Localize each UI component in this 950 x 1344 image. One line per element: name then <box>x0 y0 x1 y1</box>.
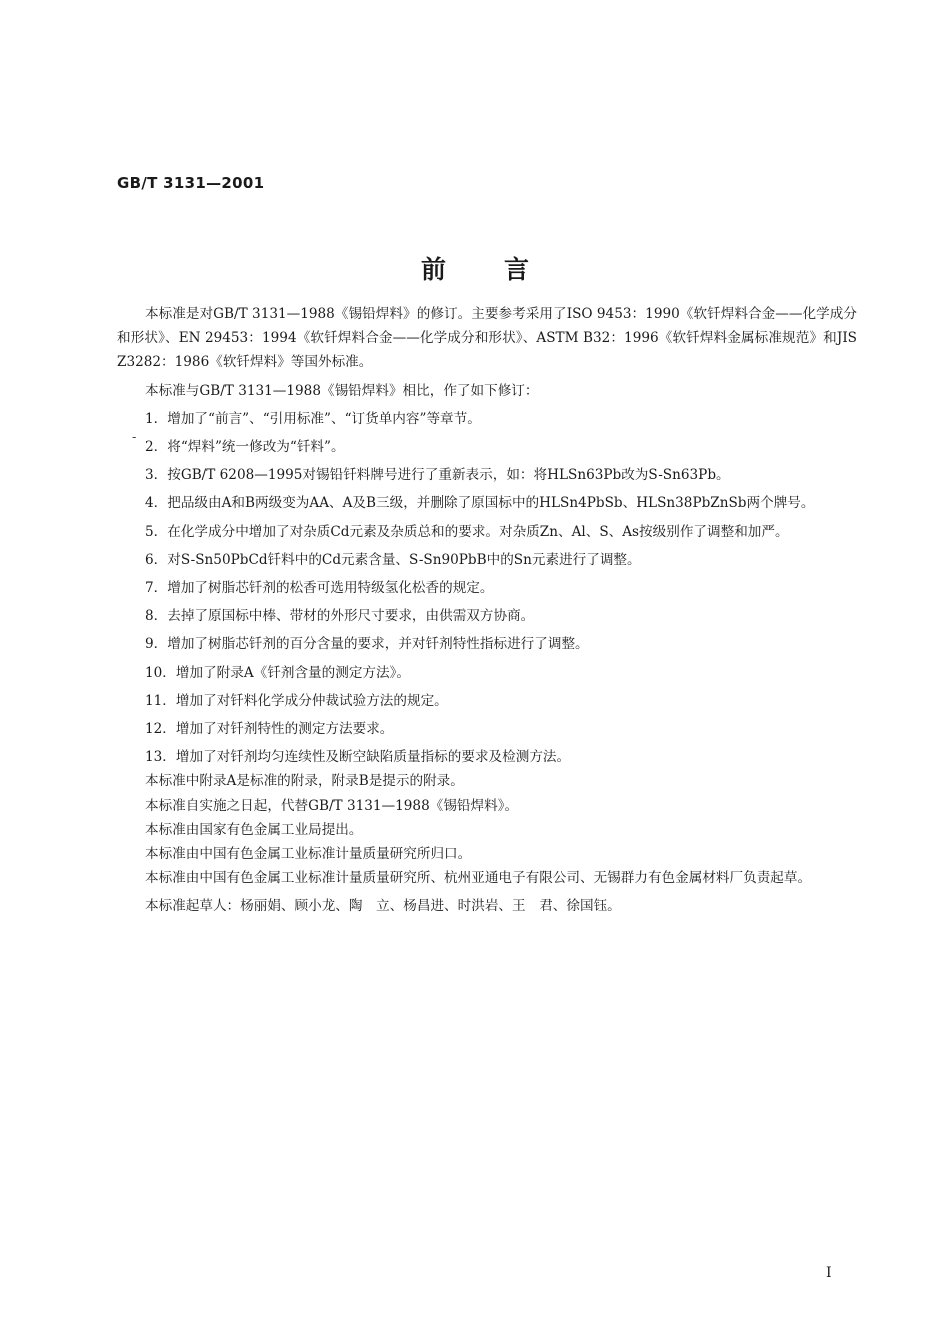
page-title: 前言 <box>420 255 587 284</box>
list-item: 7．增加了树脂芯钎剂的松香可选用特级氢化松香的规定。 <box>145 580 494 597</box>
list-item: 8．去掉了原国标中棒、带材的外形尺寸要求，由供需双方协商。 <box>145 608 535 625</box>
paragraph-replaces: 本标准自实施之日起，代替GB/T 3131—1988《锡铅焊料》。 <box>145 797 519 814</box>
standard-code: GB/T 3131—2001 <box>117 174 265 192</box>
paragraph-appendix: 本标准中附录A是标准的附录，附录B是提示的附录。 <box>145 773 464 790</box>
paragraph-proposed-by: 本标准由国家有色金属工业局提出。 <box>145 821 363 838</box>
foreword-body <box>117 302 857 919</box>
paragraph-drafters: 本标准起草人：杨丽娟、顾小龙、陶 立、杨昌进、时洪岩、王 君、徐国钰。 <box>145 898 621 915</box>
paragraph-intro: 本标准是对GB/T 3131—1988《锡铅焊料》的修订。主要参考采用了ISO 9453：1990《软钎焊料合金——化学成分和形状》、EN 29453：1994《软钎焊料合金——化学成分和形状》、ASTM B32：1996《软钎焊料金属标准规范》和JIS Z3282：1986《软钎焊料》等国外标准。 <box>117 306 857 371</box>
list-item: 6．对S-Sn50PbCd钎料中的Cd元素含量、S-Sn90PbB中的Sn元素进行了调整。 <box>145 551 641 568</box>
margin-mark: - <box>132 430 137 445</box>
paragraph-centralized-by: 本标准由中国有色金属工业标准计量质量研究所归口。 <box>145 846 472 863</box>
list-item: 3．按GB/T 6208—1995对锡铅钎料牌号进行了重新表示，如：将HLSn63Pb改为S-Sn63Pb。 <box>145 467 730 484</box>
list-item: 12．增加了对钎剂特性的测定方法要求。 <box>145 721 394 738</box>
paragraph-drafted-by: 本标准由中国有色金属工业标准计量质量研究所、杭州亚通电子有限公司、无锡群力有色金属材料厂负责起草。 <box>145 870 812 887</box>
paragraph-comparison: 本标准与GB/T 3131—1988《锡铅焊料》相比，作了如下修订： <box>145 382 539 399</box>
list-item: 4．把品级由A和B两级变为AA、A及B三级，并删除了原国标中的HLSn4PbSb、HLSn38PbZnSb两个牌号。 <box>145 495 815 512</box>
page-number: I <box>826 1265 832 1281</box>
list-item: 13．增加了对钎剂均匀连续性及断空缺陷质量指标的要求及检测方法。 <box>145 749 571 766</box>
list-item: 1．增加了“前言”、“引用标准”、“订货单内容”等章节。 <box>145 410 481 427</box>
list-item: 10．增加了附录A《钎剂含量的测定方法》。 <box>145 664 411 681</box>
list-item: 5．在化学成分中增加了对杂质Cd元素及杂质总和的要求。对杂质Zn、Al、S、As按级别作了调整和加严。 <box>145 523 789 540</box>
list-item: 11．增加了对钎料化学成分仲裁试验方法的规定。 <box>145 692 448 709</box>
list-item: 9．增加了树脂芯钎剂的百分含量的要求，并对钎剂特性指标进行了调整。 <box>145 636 589 653</box>
list-item: 2．将“焊料”统一修改为“钎料”。 <box>145 439 345 456</box>
